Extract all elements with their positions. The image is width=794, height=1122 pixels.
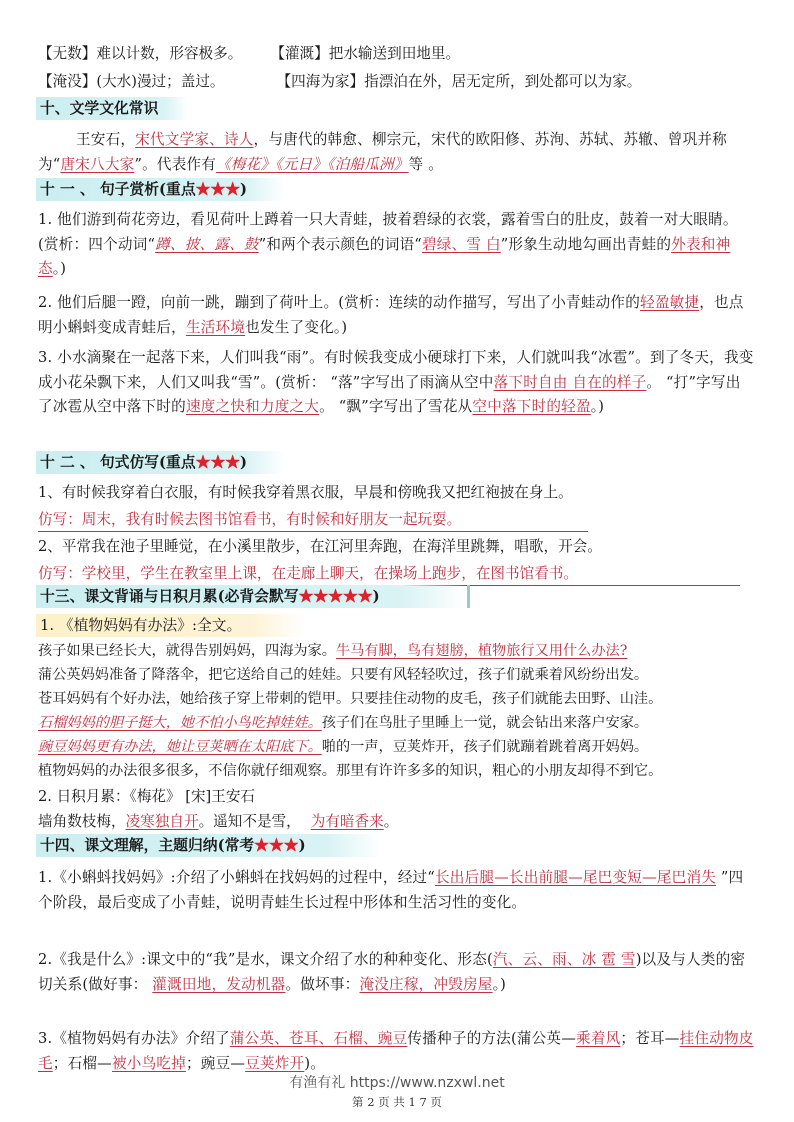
section-12-answer-1 [38, 510, 588, 530]
heading-text: 十四、课文理解，主题归纳(常考 [40, 837, 255, 854]
text: 1. 他们游到荷花旁边，看见荷叶上蹲着一只大青蛙，披着碧绿的衣裳，露着雪白的肚皮，鼓着一对大眼睛。(赏析：四个动词“ [38, 211, 738, 253]
star-rating: ★★★★★ [298, 588, 373, 605]
text: 王安石， [76, 131, 136, 148]
section-heading-12 [36, 451, 284, 474]
poem-line-3 [38, 689, 662, 710]
text: ，与唐代的韩愈、柳宗元，宋代的欧阳修、苏洵、苏轼、 [253, 131, 624, 148]
vocab-term: 【四海为家】 [276, 73, 365, 90]
text: 等 。 [408, 155, 444, 173]
text: 苍耳妈妈有个好办法，她给孩子穿上带刺的铠甲。只要挂住动物的皮毛，孩子们就能去田野、山洼。 [38, 691, 663, 707]
text: 。) [590, 398, 605, 415]
star-rating: ★★★ [195, 181, 241, 198]
vocab-term: 【灌溉】 [270, 45, 329, 62]
text: ”形象生动地勾画出青蛙的 [500, 235, 672, 253]
answer-text: 《梅花》《元日》《泊船瓜洲》 [216, 155, 409, 173]
star-rating: ★★★ [195, 454, 241, 471]
poem-meihua [38, 812, 758, 832]
answer-text: 豌豆妈妈更有办法，她让豆荚晒在太阳底下。 [38, 739, 322, 755]
answer-text: 豆荚炸开 [245, 1054, 305, 1072]
answer-text: 碧绿、雪 白 [421, 235, 501, 253]
text: 1. 《植物妈妈有办法》:全文。 [40, 617, 242, 634]
heading-text: 十 一 、 句子赏析(重点 [40, 181, 196, 198]
vocab-term: 【淹没】 [38, 73, 97, 90]
section-heading-10 [36, 97, 188, 120]
answer-text: 石榴妈妈的胆子挺大，她不怕小鸟吃掉娃娃。 [38, 715, 322, 731]
answer-text: 空中落下时的轻盈 [472, 398, 591, 415]
poem-line-5 [38, 737, 648, 758]
poem-line-6 [38, 761, 662, 782]
poem-line-2 [38, 665, 648, 686]
text: 植物妈妈的办法很多很多，不信你就仔细观察。那里有许许多多的知识，粗心的小朋友却得不到它。 [38, 763, 663, 779]
text: ”。代表作有 [134, 155, 217, 173]
vocab-def: 把水输送到田地里。 [328, 45, 461, 62]
answer-text: 汽、云、雨、冰 雹 雪 [492, 951, 636, 968]
heading-text: 十三、课文背诵与日积月累(必背会默写 [40, 588, 299, 605]
heading-text: 十 二 、 句式仿写(重点 [40, 454, 196, 471]
text: 。遥知不是雪， [198, 813, 301, 830]
star-rating: ★★★ [254, 837, 299, 854]
section-11-item-1 [38, 208, 754, 282]
vocab-line-2 [38, 72, 758, 92]
vocab-def: (大水)漫过；盖过。 [96, 73, 225, 90]
text: ”和两个表示颜色的词语“ [258, 235, 422, 253]
answer-text: 轻盈敏捷 [640, 294, 700, 311]
vocab-term: 【无数】 [38, 45, 97, 62]
text: 孩子们在鸟肚子里睡上一觉，就会钻出来落户安家。 [321, 715, 649, 731]
text: 啪的一声，豆荚炸开，孩子们就蹦着跳着离开妈妈。 [321, 739, 649, 755]
vocab-def: 难以计数，形容极多。 [96, 45, 243, 62]
text: ；石榴— [52, 1054, 112, 1072]
text: 。 “打”字写出了冰雹从空中落下时的 [38, 373, 741, 415]
text: ，也点明小蝌蚪变成青蛙后， [38, 294, 744, 336]
answer-text: 唐宋八大家 [60, 155, 135, 173]
poem-line-4 [38, 713, 648, 734]
section-11-item-3 [38, 346, 754, 420]
answer-text: 落下时自由 自在的样子 [493, 373, 647, 391]
text: 2.《我是什么》:课文中的“我”是水，课文介绍了水的种种变化、形态( [38, 951, 493, 968]
answer-text: 被小鸟吃掉 [111, 1054, 186, 1072]
text: 也发生了变化。) [245, 318, 348, 336]
text: 2. 日积月累：《梅花》 [宋]王安石 [38, 788, 256, 805]
heading-text: ) [240, 454, 248, 471]
poem-line-1 [38, 641, 627, 662]
section-heading-13 [36, 585, 470, 608]
subheading-poem-2 [38, 787, 758, 807]
heading-text: 十、文学文化常识 [40, 100, 159, 117]
answer-text: 为有暗香来 [310, 813, 384, 830]
answer-text: 蒲公英、苍耳、石榴、豌豆 [229, 1030, 408, 1047]
answer-text: 仿写：周末，我有时候去图书馆看书，有时候和好朋友一起玩耍。 [38, 511, 462, 528]
text: 1.《小蝌蚪找妈妈》:介绍了小蝌蚪在找妈妈的过程中，经过“ [38, 869, 435, 886]
text: )以及与人类的密切关系(做好事： [38, 951, 746, 993]
text: 墙角数枝梅， [38, 813, 126, 830]
answer-text: 牛马有脚，鸟有翅膀，植物旅行又用什么办法? [335, 643, 628, 659]
text: 2. 他们后腿一蹬，向前一跳，蹦到了荷叶上。(赏析：连续的动作描写，写出了小青蛙动作的 [38, 294, 641, 311]
text: 传播种子的方法(蒲公英— [407, 1030, 577, 1047]
text: 1、有时候我穿着白衣服，有时候我穿着黑衣服，早晨和傍晚我又把红袍披在身上。 [38, 484, 573, 501]
text: 苏辙、曾巩并称为“ [38, 131, 727, 173]
text: 。) [52, 260, 67, 277]
answer-text: 生活环境 [185, 318, 246, 336]
section-12-answer-2 [38, 564, 740, 584]
section-11-item-2 [38, 291, 754, 340]
text: )。 [304, 1054, 326, 1072]
section-heading-11 [36, 178, 284, 201]
heading-text: ) [298, 837, 306, 854]
vocab-def: 指漂泊在外，居无定所，到处都可以为家。 [364, 73, 642, 90]
answer-text: 宋代文学家、诗人 [135, 131, 254, 148]
text: 3. 小水滴聚在一起落下来，人们叫我“雨”。有时候我变成小硬球打下来，人们就叫我“冰雹”。到了冬天，我变成小花朵飘下来，人们又叫我“雪”。(赏析： “落”字写出了雨滴从空中 [38, 349, 754, 391]
text: 。做坏事： [285, 975, 360, 993]
page-number: 第 2 页 共 1 7 页 [352, 1095, 442, 1109]
text: 3.《植物妈妈有办法》介绍了 [38, 1030, 230, 1047]
text: 2、平常我在池子里睡觉，在小溪里散步，在江河里奔跑，在海洋里跳舞，唱歌，开会。 [38, 538, 602, 555]
heading-text: ) [240, 181, 248, 198]
heading-text: ) [372, 588, 380, 605]
answer-text: 淹没庄稼，冲毁房屋 [359, 975, 493, 993]
section-14-item-2 [38, 948, 754, 997]
section-heading-14 [36, 834, 380, 857]
vocab-line-1 [38, 44, 758, 64]
section-14-item-3 [38, 1027, 754, 1076]
text: ”四个阶段，最后变成了小青蛙，说明青蛙生长过程中形体和生活习性的变化。 [38, 869, 744, 911]
answer-text: 凌寒独自开 [125, 813, 199, 830]
section-12-question-1 [38, 483, 758, 503]
answer-text: 长出后腿—长出前腿—尾巴变短—尾巴消失 [434, 869, 717, 886]
footer-watermark: 有渔有礼 https://www.nzxwl.net [289, 1075, 505, 1091]
text: 。 [383, 813, 399, 830]
answer-text: 灌溉田地，发动机器 [152, 975, 286, 993]
answer-underline [38, 531, 588, 532]
text: ；豌豆— [185, 1054, 246, 1072]
text: 蒲公英妈妈准备了降落伞，把它送给自己的娃娃。只要有风轻轻吹过，孩子们就乘着风纷纷出发。 [38, 667, 649, 683]
answer-text: 乘着风 [576, 1030, 621, 1047]
answer-text: 速度之快和力度之大 [185, 398, 320, 415]
subheading-poem-1 [36, 614, 306, 637]
text: 孩子如果已经长大，就得告别妈妈，四海为家。 [38, 643, 336, 659]
answer-text: 仿写：学校里，学生在教室里上课，在走廊上聊天，在操场上跑步，在图书馆看书。 [38, 565, 578, 582]
answer-text: 外表和神态 [38, 235, 731, 277]
section-10-paragraph [38, 128, 754, 177]
section-14-item-1 [38, 866, 754, 915]
text: 。 “飘”字写出了雪花从 [319, 398, 473, 415]
text: 。) [492, 975, 506, 993]
answer-text: 蹲、披、露、鼓 [155, 235, 259, 253]
section-12-question-2 [38, 537, 758, 557]
text: ；苍耳— [620, 1030, 680, 1047]
answer-text: 挂住动物皮毛 [38, 1030, 754, 1072]
